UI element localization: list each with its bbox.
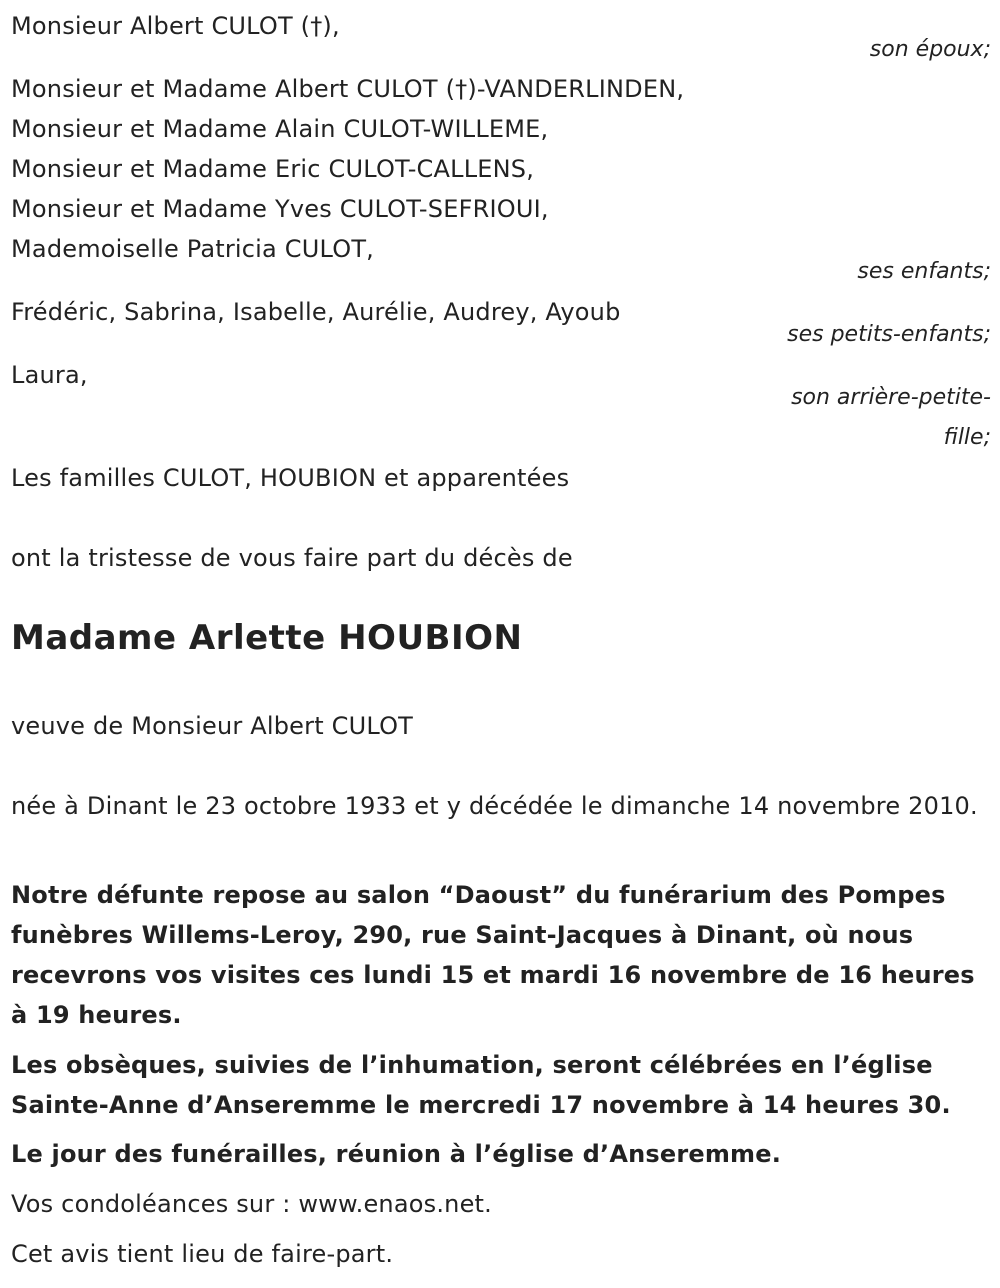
visitation-paragraph: Notre défunte repose au salon “Daoust” du funérarium des Pompes funèbres Willems-Leroy, 290, rue Saint-Jacques à Dinant, où nous recevrons vos visites ces lundi 15 et mardi 16 novembre de 16 heures à 19 heures. [11,881,975,1029]
child-line-3: Monsieur et Madame Eric CULOT-CALLENS, [11,155,535,183]
announcement-line: ont la tristesse de vous faire part du décès de [11,544,573,572]
spouse-role: son époux; [869,37,991,62]
great-grandchild-line: Laura, [11,361,88,389]
child-line-5: Mademoiselle Patricia CULOT, [11,235,375,263]
children-role: ses enfants; [857,259,991,284]
child-line-2: Monsieur et Madame Alain CULOT-WILLEME, [11,115,549,143]
condolences-line: Vos condoléances sur : www.enaos.net. [11,1190,492,1218]
great-grandchild-role-2: fille; [943,425,991,450]
families-line: Les familles CULOT, HOUBION et apparentées [11,464,570,492]
child-line-1: Monsieur et Madame Albert CULOT (†)-VANDERLINDEN, [11,75,685,103]
birth-death-paragraph: née à Dinant le 23 octobre 1933 et y décédée le dimanche 14 novembre 2010. [11,792,978,820]
deceased-name: Madame Arlette HOUBION [11,618,523,658]
grandchildren-role: ses petits-enfants; [787,322,991,347]
spouse-line: Monsieur Albert CULOT (†), [11,12,340,40]
child-line-4: Monsieur et Madame Yves CULOT-SEFRIOUI, [11,195,549,223]
notice-line: Cet avis tient lieu de faire-part. [11,1240,394,1268]
funeral-paragraph: Les obsèques, suivies de l’inhumation, seront célébrées en l’église Sainte-Anne d’Anseremme le mercredi 17 novembre à 14 heures 30. [11,1051,951,1119]
meeting-line: Le jour des funérailles, réunion à l’église d’Anseremme. [11,1140,782,1168]
widow-of-line: veuve de Monsieur Albert CULOT [11,712,414,740]
great-grandchild-role-1: son arrière-petite- [791,385,991,410]
grandchildren-line: Frédéric, Sabrina, Isabelle, Aurélie, Audrey, Ayoub [11,298,621,326]
